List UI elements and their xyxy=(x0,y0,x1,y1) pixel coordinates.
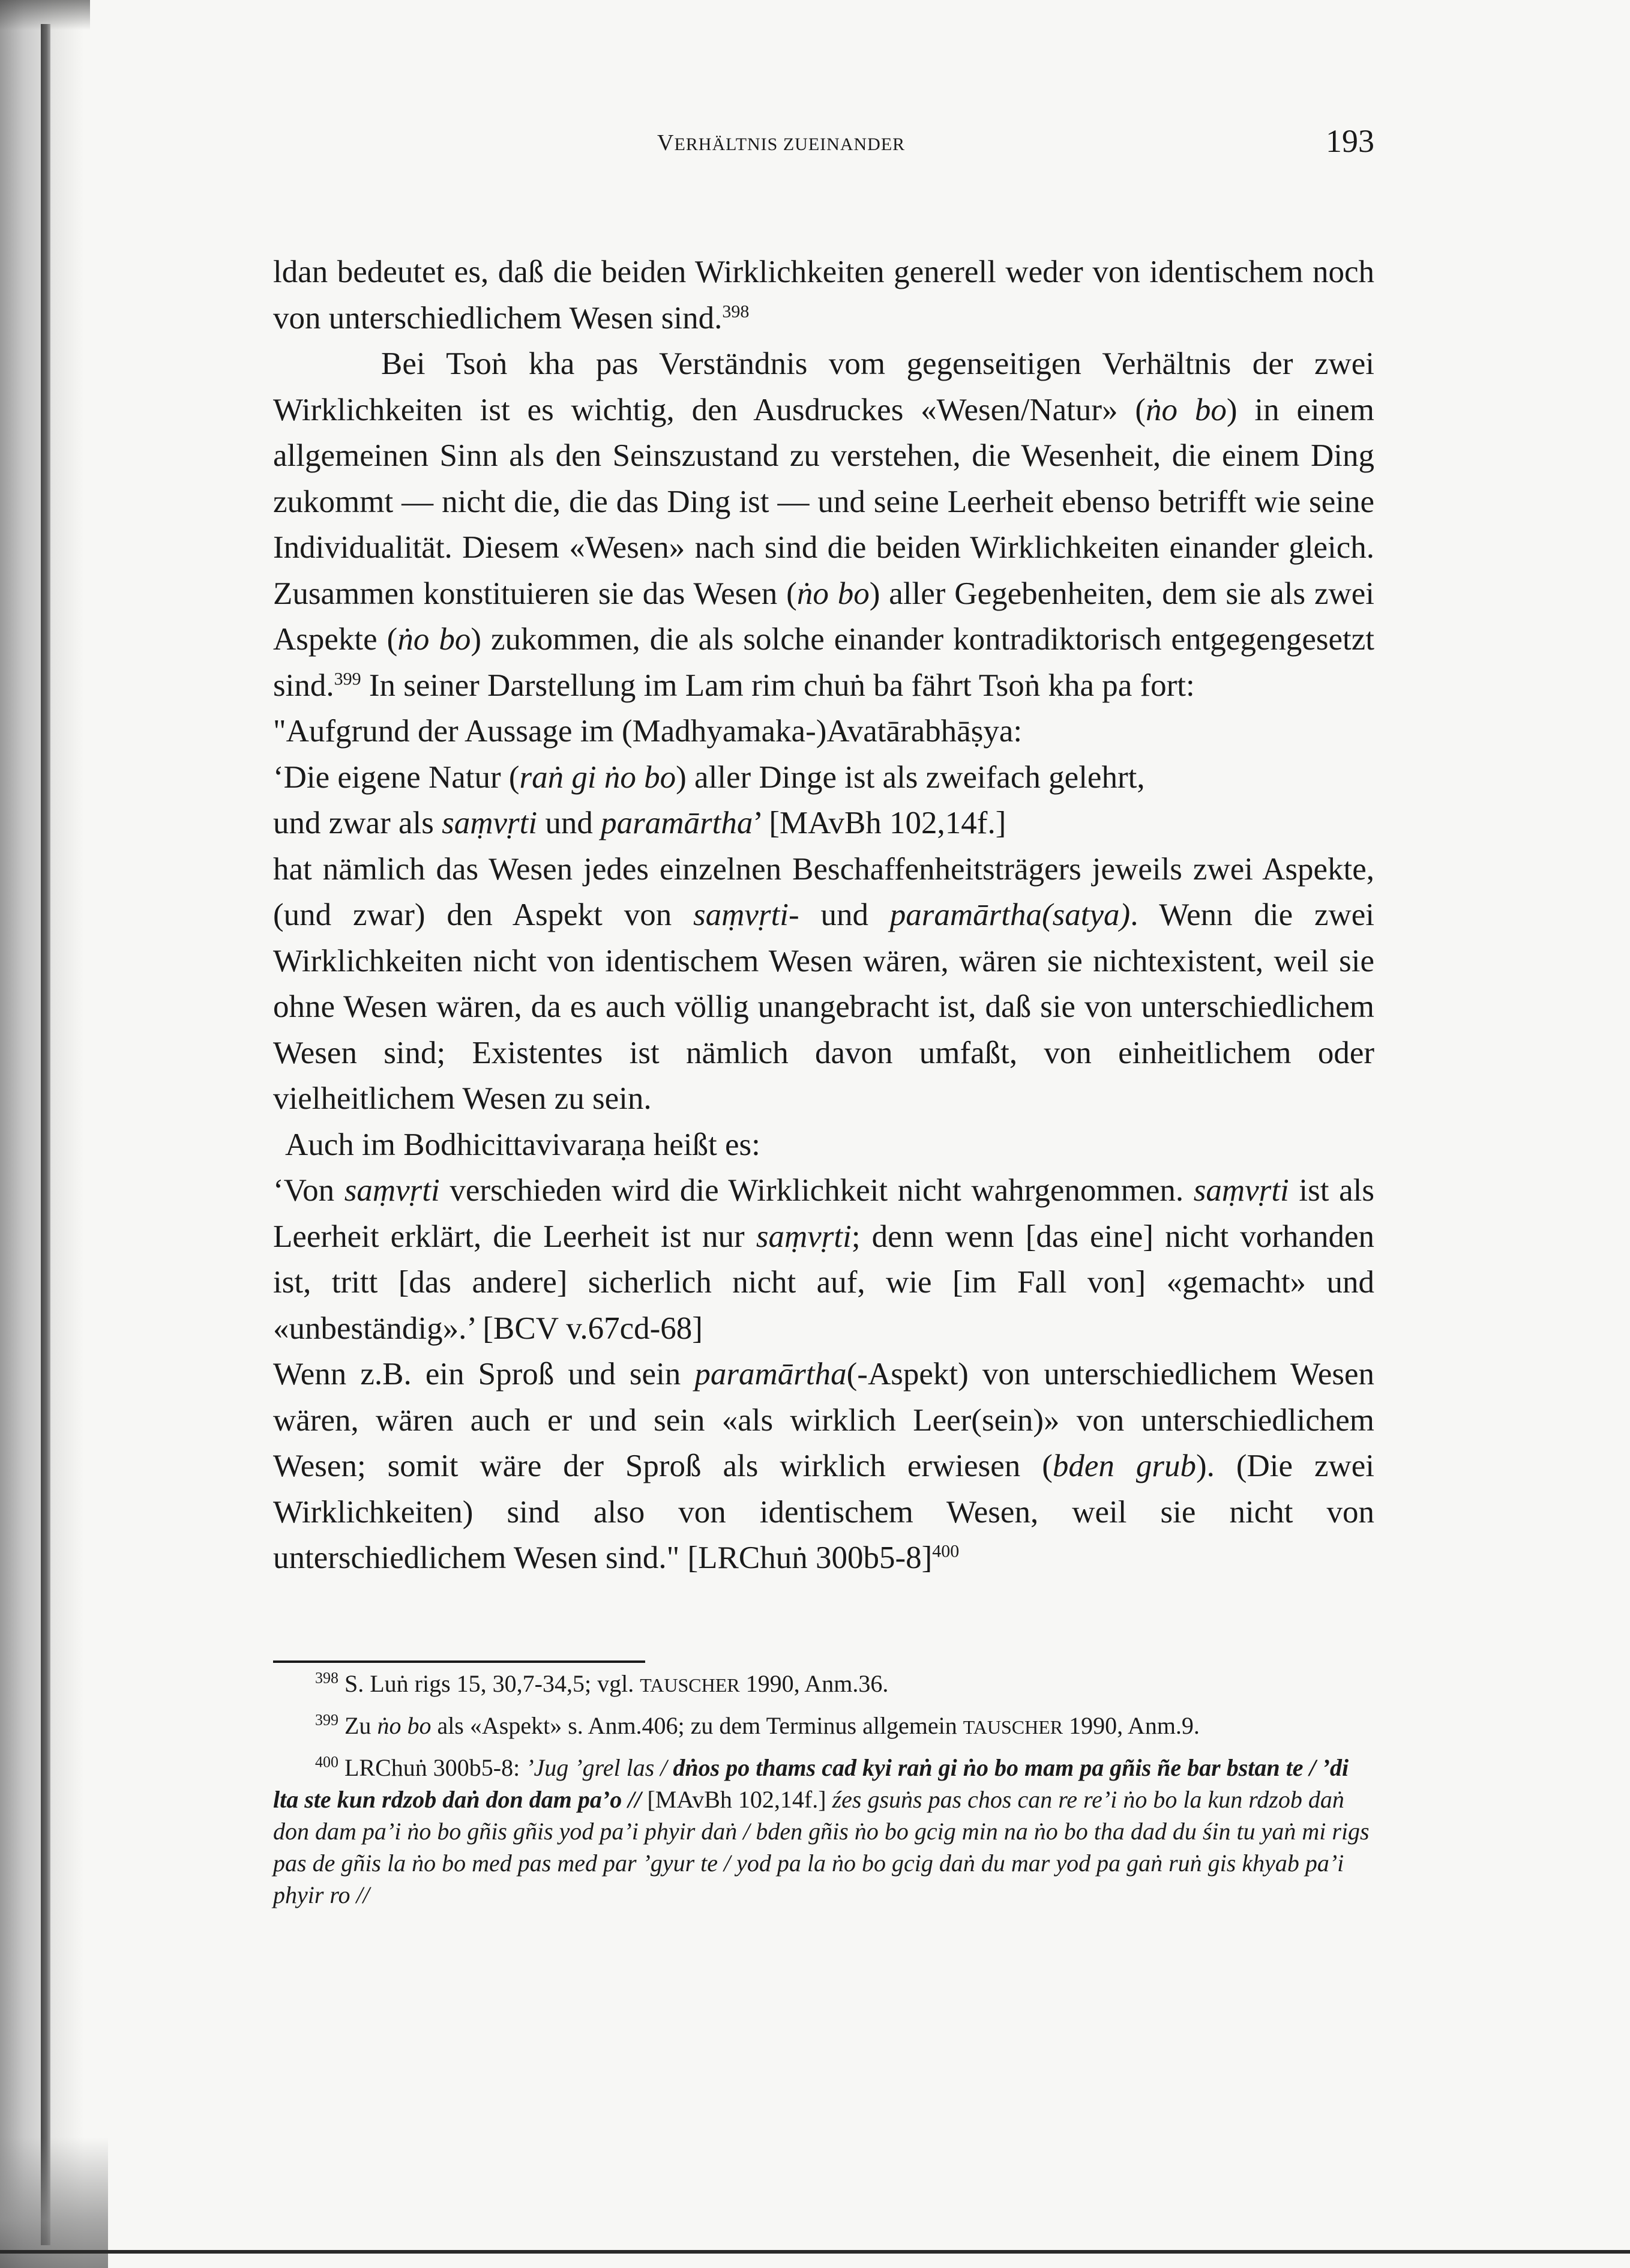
quote-verse-2: ‘Von saṃvṛti verschieden wird die Wirklichkeit nicht wahrgenommen. saṃvṛti ist als Leerheit erklärt, die Leerheit ist nur saṃvṛti; denn wenn [das eine] nicht vorhanden ist, tritt [das andere] sicherlich nicht auf, wie [im Fall von] «gemacht» und «unbeständig».’ [BCV v.67cd-68] xyxy=(273,1173,1375,1346)
footnote-ref-398[interactable]: 398 xyxy=(722,301,750,321)
footnote-400: $^{400}$ LRChuṅ 300b5-8: ’Jug ’grel las / dṅos po thams cad kyi raṅ gi ṅo bo mam pa gñis ñe bar bstan te / ’di lta ste kun rdzob daṅ don dam pa’o // [MAvBh 102,14f.] źes gsuṅs pas chos can re re’i ṅo bo la kun rdzob daṅ don dam pa’i ṅo bo gñis gñis yod pa’i phyir daṅ / bden gñis ṅo bo gcig min na ṅo bo tha dad du śin tu yaṅ mi rigs pas de gñis la ṅo bo med pas med par ’gyur te / yod pa la ṅo bo gcig daṅ du mar yod pa gaṅ ruṅ gis khyab pa’i phyir ro // xyxy=(273,1753,1370,1908)
footnote-ref-400[interactable]: 400 xyxy=(932,1541,960,1561)
paragraph-2: Bei Tsoṅ kha pas Verständnis vom gegenseitigen Verhältnis der zwei Wirklichkeiten ist es wichtig, den Ausdruckes «Wesen/Natur» (ṅo bo) in einem allgemeinen Sinn als den Seinszustand zu verstehen, die Wesenheit, die einem Ding zukommt — nicht die, die das Ding ist — und seine Leerheit ebenso betrifft wie seine Individualität. Diesem «Wesen» nach sind die beiden Wirklichkeiten einander gleich. Zusammen konstituieren sie das Wesen (ṅo bo) aller Gegebenheiten, dem sie als zwei Aspekte (ṅo bo) zukommen, die als solche einander kontradiktorisch entgegengesetzt sind.$^{399}$ In seiner Darstellung im Lam rim chuṅ ba fährt Tsoṅ kha pa fort: xyxy=(273,346,1375,703)
spine-bottom-shadow xyxy=(0,2137,108,2268)
page-header xyxy=(273,123,1374,166)
page-bottom-edge xyxy=(0,2250,1630,2254)
footnotes xyxy=(273,1668,1374,1919)
footnote-separator xyxy=(273,1660,645,1663)
spine-binding-line xyxy=(41,24,50,2245)
quote-body-1: hat nämlich das Wesen jedes einzelnen Beschaffenheitsträgers jeweils zwei Aspekte, (und zwar) den Aspekt von saṃvṛti- und paramārtha(satya). Wenn die zwei Wirklichkeiten nicht von identischem Wesen wären, wären sie nichtexistent, weil sie ohne Wesen wären, da es auch völlig unangebracht ist, daß sie von unterschiedlichem Wesen sind; Existentes ist nämlich davon umfaßt, von einheitlichem oder vielheitlichem Wesen zu sein. xyxy=(273,851,1374,1116)
footnote-ref-399[interactable]: 399 xyxy=(334,668,361,689)
main-text xyxy=(273,249,1374,1581)
quote-intro: "Aufgrund der Aussage im (Madhyamaka-)Avatārabhāṣya: xyxy=(273,714,1023,749)
auch-line: Auch im Bodhicittavivaraṇa heißt es: xyxy=(285,1127,760,1162)
footnote-399: $^{399}$ Zu ṅo bo als «Aspekt» s. Anm.406; zu dem Terminus allgemein TAUSCHER 1990, Anm.9. xyxy=(315,1711,1200,1739)
running-title: VERHÄLTNIS ZUEINANDER xyxy=(657,130,906,155)
paragraph-1: ldan bedeutet es, daß die beiden Wirklichkeiten generell weder von identischem noch von unterschiedlichem Wesen sind.$^{398}$ xyxy=(273,255,1374,336)
quote-verse-1: ‘Die eigene Natur (raṅ gi ṅo bo) aller Dinge ist als zweifach gelehrt, und zwar als saṃvṛti und paramārtha’ [MAvBh 102,14f.] xyxy=(273,759,1145,840)
quote-body-2: Wenn z.B. ein Sproß und sein paramārtha(-Aspekt) von unterschiedlichem Wesen wären, wären auch er und sein «als wirklich Leer(sein)» von unterschiedlichem Wesen; somit wäre der Sproß als wirklich erwiesen (bden grub). (Die zwei Wirklichkeiten) sind also von identischem Wesen, weil sie nicht von unterschiedlichem Wesen sind." [LRChuṅ 300b5-8]$^{400}$ xyxy=(273,1357,1374,1575)
page-number: 193 xyxy=(1326,123,1374,159)
footnote-398: $^{398}$ S. Luṅ rigs 15, 30,7-34,5; vgl. TAUSCHER 1990, Anm.36. xyxy=(315,1669,889,1697)
